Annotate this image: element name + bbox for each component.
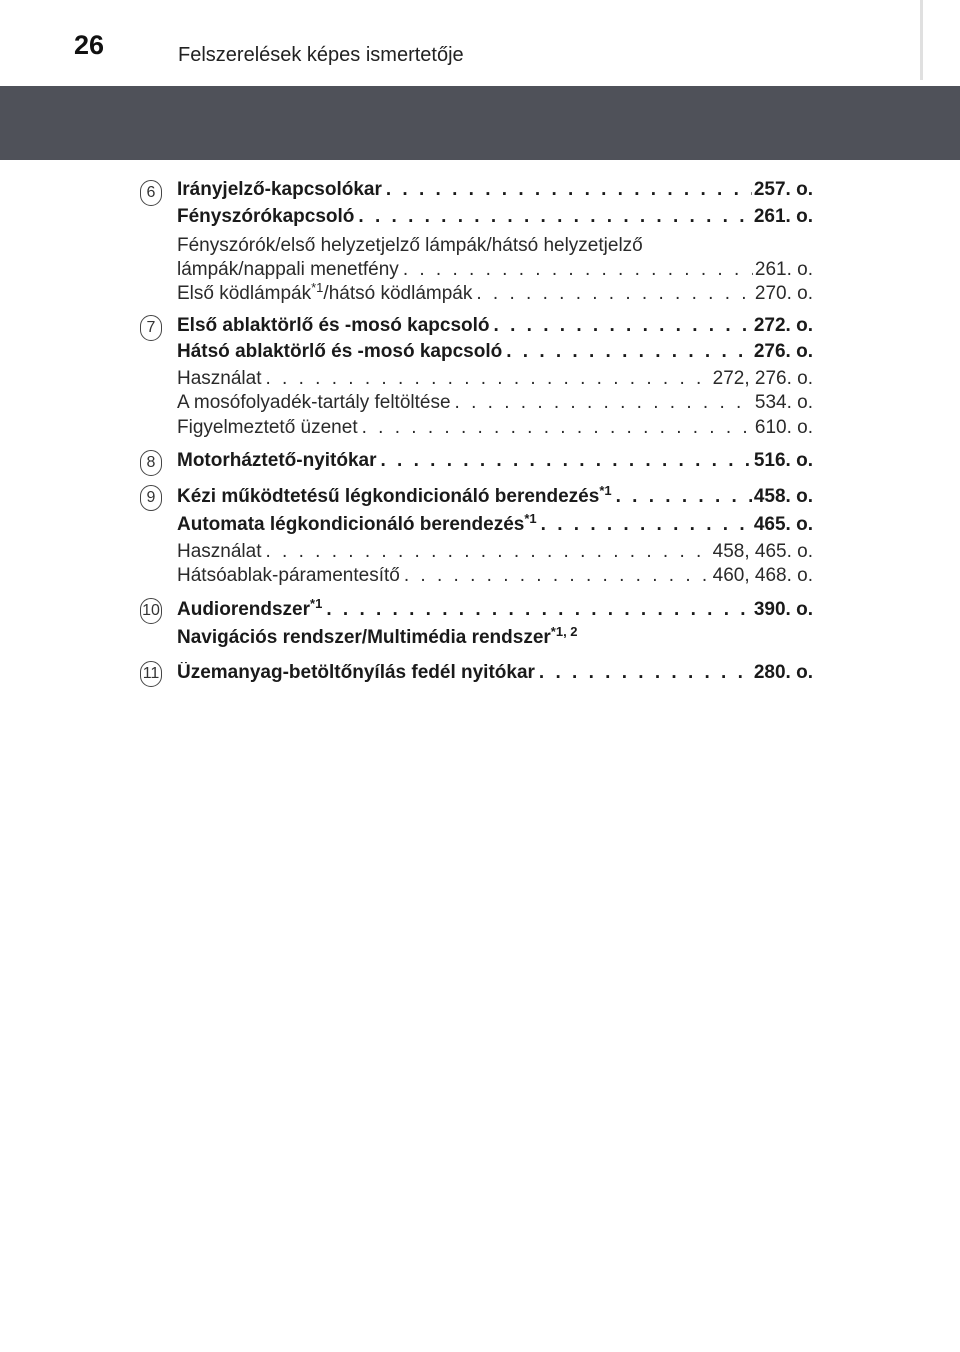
index-entry <box>177 627 813 653</box>
page-reference: 390. o. <box>753 599 813 620</box>
leader-dots <box>403 259 753 281</box>
entry-label: Hátsó ablaktörlő és -mosó kapcsoló <box>177 341 503 362</box>
entry-label: Első ablaktörlő és -mosó kapcsoló <box>177 315 490 336</box>
index-subentry <box>177 368 813 394</box>
entry-label-text: Audiorendszer <box>177 599 311 620</box>
page-reference: 460, 468. o. <box>712 565 813 586</box>
item-number-badge: 6 <box>140 180 162 206</box>
index-entry <box>177 341 813 367</box>
index-entry <box>177 486 813 512</box>
page-reference: 465. o. <box>753 514 813 535</box>
index-entry <box>177 179 813 205</box>
leader-dots <box>358 206 751 228</box>
entry-label: Hátsóablak-páramentesítő <box>177 565 400 586</box>
leader-dots <box>266 541 711 563</box>
entry-label <box>177 627 578 649</box>
leader-dots <box>506 341 752 363</box>
page-reference: 272, 276. o. <box>712 368 813 389</box>
leader-dots <box>381 450 752 472</box>
page-reference: 610. o. <box>754 417 813 438</box>
index-entry <box>177 662 813 688</box>
leader-dots <box>541 514 752 536</box>
index-subentry <box>177 259 813 285</box>
entry-label <box>177 486 612 508</box>
entry-label: Motorháztető-nyitókar <box>177 450 377 471</box>
index-subentry <box>177 417 813 443</box>
entry-label: Figyelmeztető üzenet <box>177 417 358 438</box>
leader-dots <box>455 392 753 414</box>
entry-label: Használat <box>177 541 262 562</box>
index-entry <box>177 315 813 341</box>
leader-dots <box>266 368 711 390</box>
entry-label <box>177 283 472 305</box>
index-entry <box>177 450 813 476</box>
entry-text-line: Fényszórók/első helyzetjelző lámpák/hátsó helyzetjelző <box>177 235 643 256</box>
page-reference: 261. o. <box>753 206 813 227</box>
item-number-badge: 11 <box>140 661 162 687</box>
entry-label: A mosófolyadék-tartály feltöltése <box>177 392 451 413</box>
item-number-badge: 10 <box>140 598 162 624</box>
leader-dots <box>404 565 711 587</box>
page-reference: 276. o. <box>753 341 813 362</box>
page-reference: 534. o. <box>754 392 813 413</box>
page-reference: 458. o. <box>753 486 813 507</box>
leader-dots <box>386 179 752 201</box>
leader-dots <box>539 662 752 684</box>
footnote-marker: *1, 2 <box>550 627 578 639</box>
item-number-badge: 7 <box>140 315 162 341</box>
footnote-marker: *1 <box>310 599 323 611</box>
entry-label-part: /hátsó ködlámpák <box>323 283 473 304</box>
entry-label-text: Kézi működtetésű légkondicionáló berendezés <box>177 486 600 507</box>
index-subentry <box>177 541 813 567</box>
footnote-marker: *1 <box>311 283 324 295</box>
header-divider <box>920 0 923 80</box>
leader-dots <box>494 315 752 337</box>
entry-label-text: Navigációs rendszer/Multimédia rendszer <box>177 627 551 648</box>
footnote-marker: *1 <box>599 486 612 498</box>
item-number-badge: 8 <box>140 450 162 476</box>
entry-label: Üzemanyag-betöltőnyílás fedél nyitókar <box>177 662 535 683</box>
leader-dots <box>362 417 753 439</box>
entry-label <box>177 599 322 621</box>
index-entry <box>177 514 813 540</box>
leader-dots <box>616 486 752 508</box>
page-reference: 516. o. <box>753 450 813 471</box>
chapter-title: Felszerelések képes ismertetője <box>178 44 464 66</box>
entry-label: Irányjelző-kapcsolókar <box>177 179 382 200</box>
index-entry <box>177 599 813 625</box>
entry-label: Fényszórókapcsoló <box>177 206 355 227</box>
index-subentry <box>177 565 813 591</box>
leader-dots <box>476 283 753 305</box>
leader-dots <box>326 599 752 621</box>
page-reference: 280. o. <box>753 662 813 683</box>
page-header <box>0 0 960 80</box>
index-subentry <box>177 283 813 309</box>
page-reference: 458, 465. o. <box>712 541 813 562</box>
entry-label-text: Automata légkondicionáló berendezés <box>177 514 525 535</box>
page-reference: 257. o. <box>753 179 813 200</box>
page-number: 26 <box>73 30 105 60</box>
entry-label-part: Első ködlámpák <box>177 283 312 304</box>
page-reference: 270. o. <box>754 283 813 304</box>
footnote-marker: *1 <box>524 514 537 526</box>
page-reference: 261. o. <box>754 259 813 280</box>
index-entry <box>177 206 813 232</box>
entry-label <box>177 514 537 536</box>
header-band <box>0 86 960 160</box>
entry-label: lámpák/nappali menetfény <box>177 259 399 280</box>
item-number-badge: 9 <box>140 485 162 511</box>
entry-label: Használat <box>177 368 262 389</box>
index-subentry <box>177 392 813 418</box>
page-reference: 272. o. <box>753 315 813 336</box>
